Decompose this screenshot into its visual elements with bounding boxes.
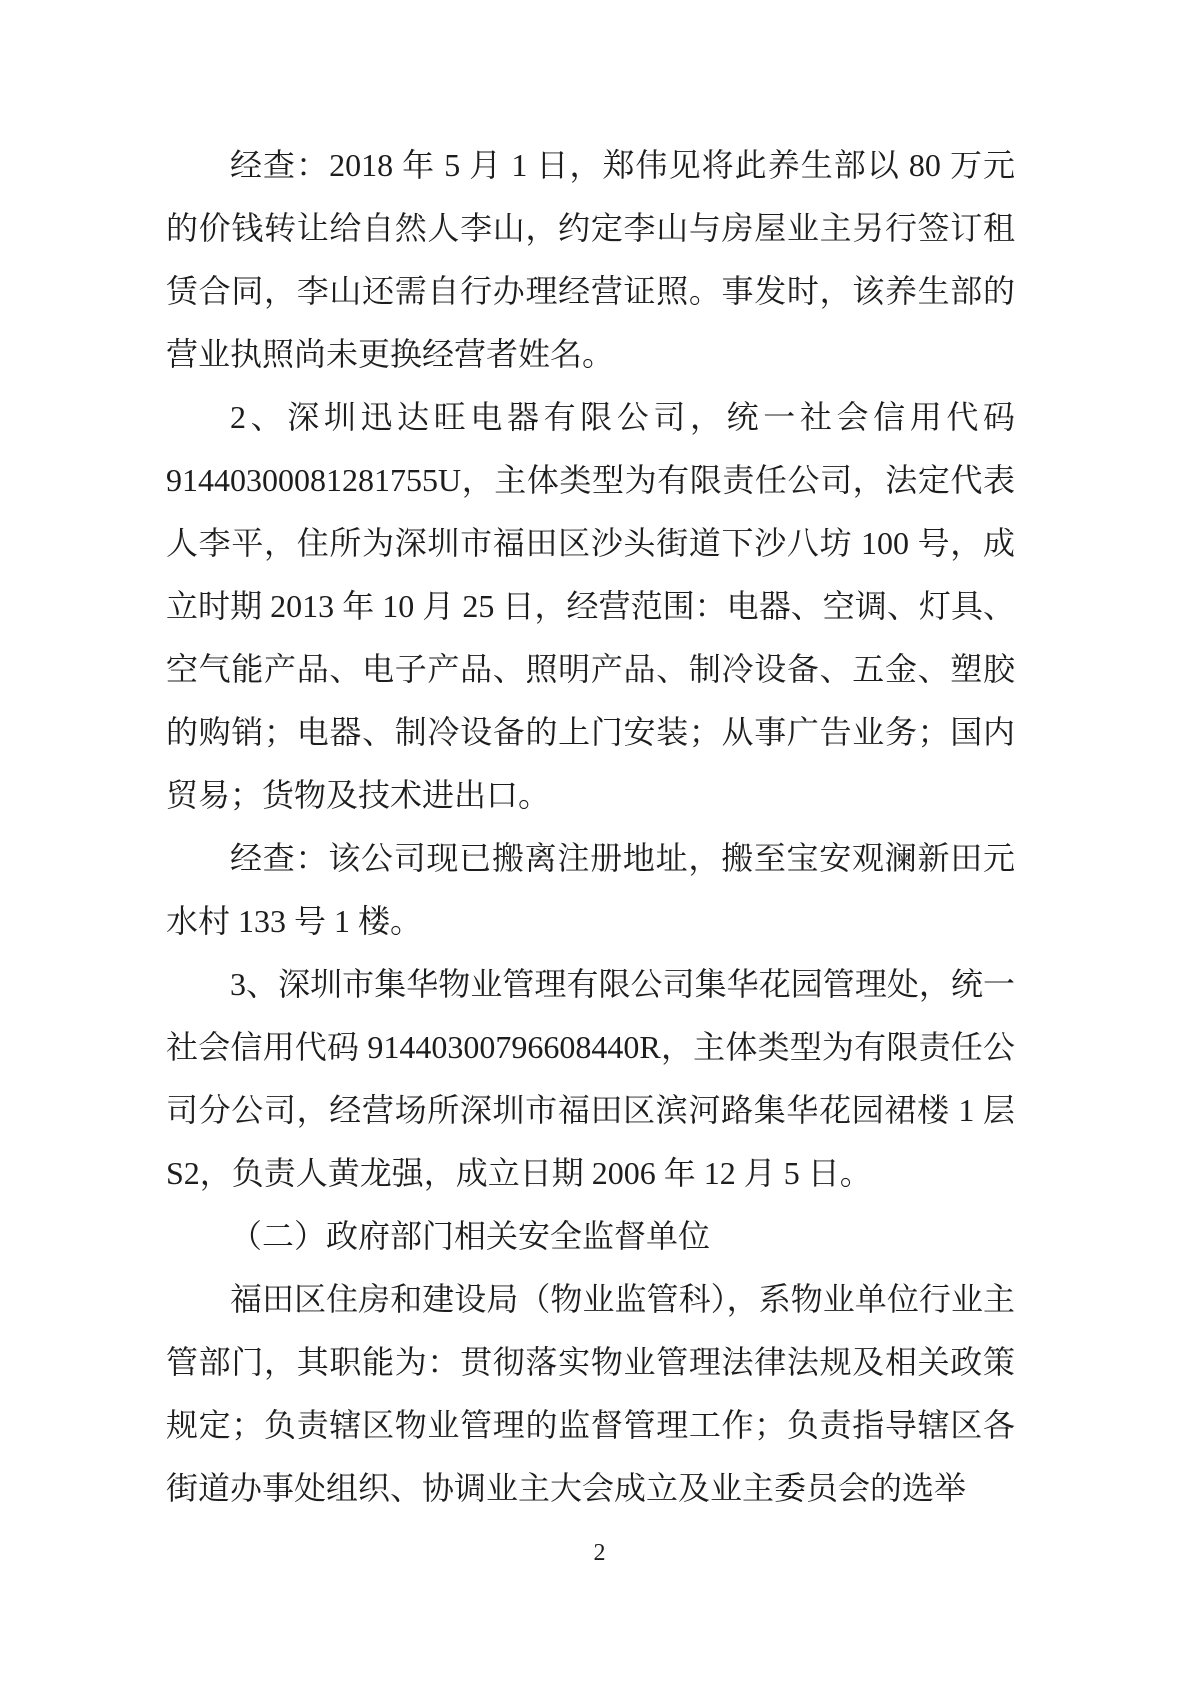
paragraph-company-2-xundawang: 2、深圳迅达旺电器有限公司，统一社会信用代码 91440300081281755U，主体类型为有限责任公司，法定代表人李平，住所为深圳市福田区沙头街道下沙八坊 100 号，成立时期 2013 年 10 月 25 日，经营范围：电器、空调、灯具、空气能产品、电子产品、照明产品、制冷设备、五金、塑胶的购销；电器、制冷设备的上门安装；从事广告业务；国内贸易；货物及技术进出口。 bbox=[166, 399, 1015, 813]
document-body bbox=[166, 134, 1015, 1520]
paragraph-investigation-relocation: 经查：该公司现已搬离注册地址，搬至宝安观澜新田元水村 133 号 1 楼。 bbox=[166, 840, 1015, 939]
page-footer bbox=[0, 1536, 1199, 1570]
section-heading-government-supervision-units: （二）政府部门相关安全监督单位 bbox=[230, 1218, 711, 1254]
page-number: 2 bbox=[593, 1540, 606, 1566]
paragraph-futian-housing-bureau-duties: 福田区住房和建设局（物业监管科），系物业单位行业主管部门，其职能为：贯彻落实物业管理法律法规及相关政策规定；负责辖区物业管理的监督管理工作；负责指导辖区各街道办事处组织、协调业主大会成立及业主委员会的选举 bbox=[166, 1281, 1015, 1506]
paragraph-company-3-jihua-property: 3、深圳市集华物业管理有限公司集华花园管理处，统一社会信用代码 91440300796608440R，主体类型为有限责任公司分公司，经营场所深圳市福田区滨河路集华花园裙楼 1 层 S2，负责人黄龙强，成立日期 2006 年 12 月 5 日。 bbox=[166, 966, 1015, 1191]
paragraph-investigation-transfer: 经查：2018 年 5 月 1 日，郑伟见将此养生部以 80 万元的价钱转让给自然人李山，约定李山与房屋业主另行签订租赁合同，李山还需自行办理经营证照。事发时，该养生部的营业执照尚未更换经营者姓名。 bbox=[166, 147, 1015, 372]
